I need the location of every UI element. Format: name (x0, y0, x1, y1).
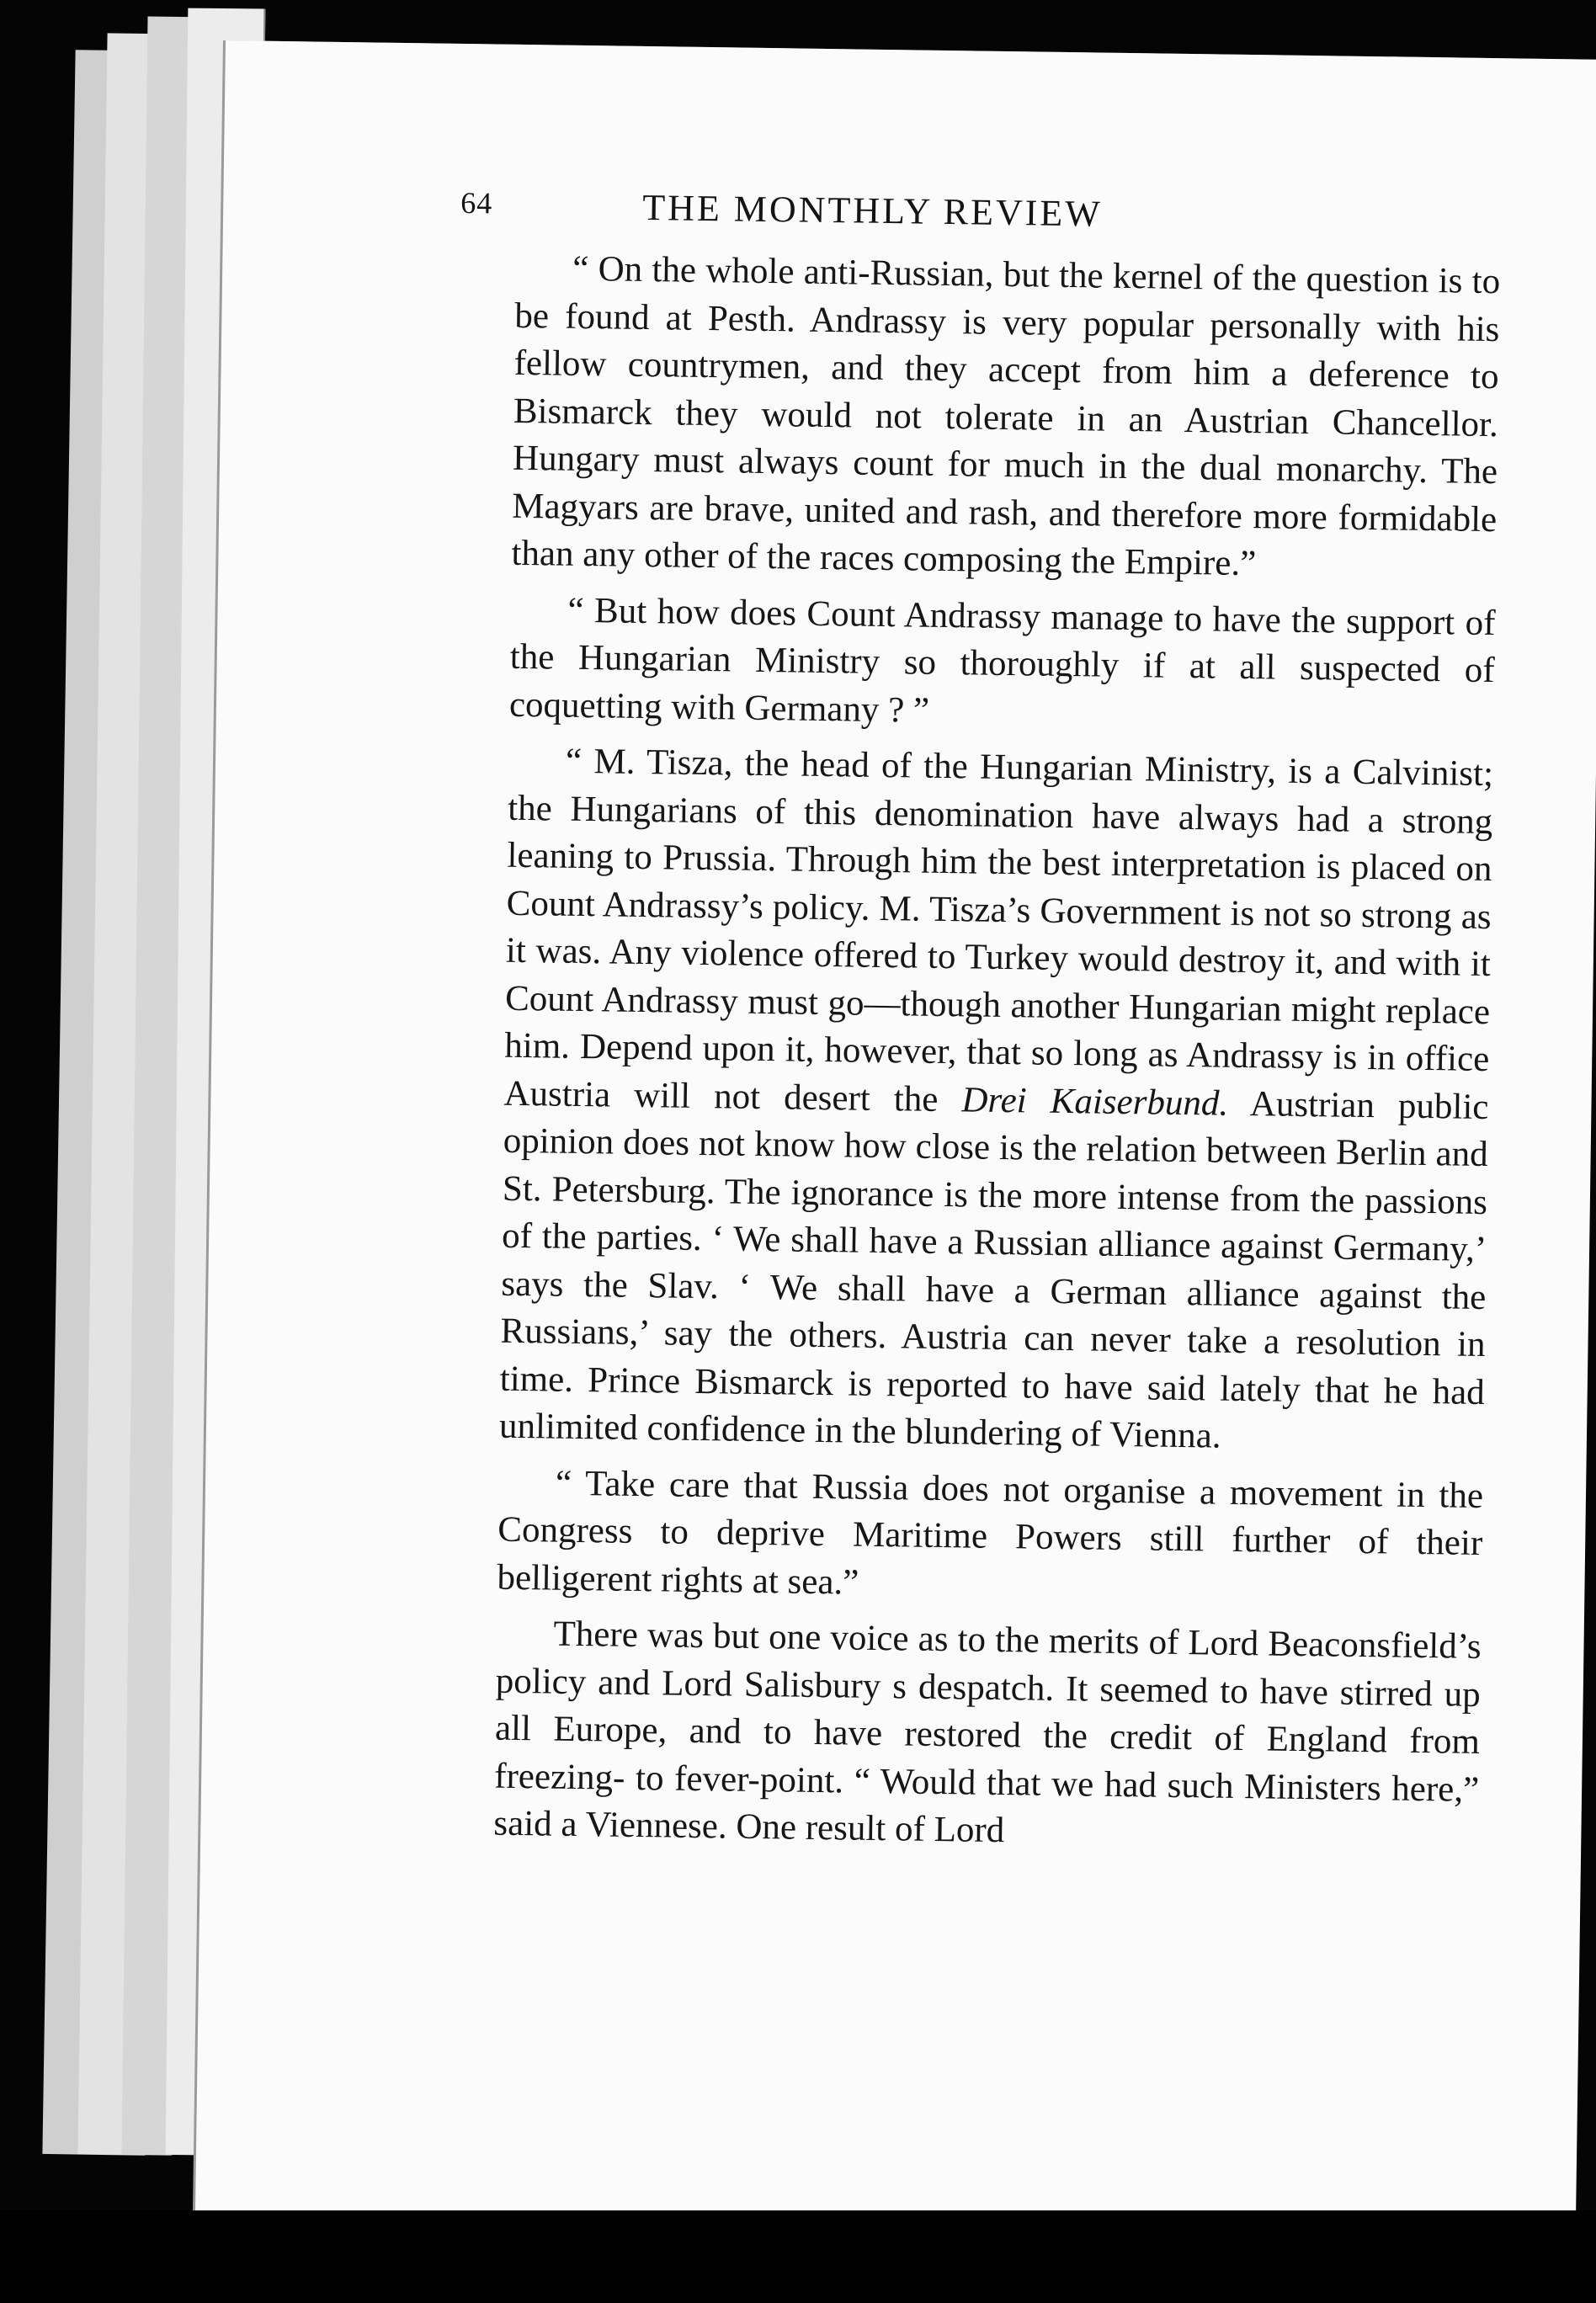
body-text (493, 245, 1500, 1862)
paragraph-3-text-before: “ M. Tisza, the head of the Hungarian Ministry, is a Calvinist; the Hungarians of this denomination have always had a strong leaning to Prussia. Through him the best interpretation is placed on Count Andrassy’s policy. M. Tisza’s Government is not so strong as it was. Any violence offered to Turkey would destroy it, and with it Count Andrassy must go—though another Hungarian might replace him. Depend upon it, however, that so long as Andrassy is in office Austria will not desert the (503, 741, 1494, 1120)
page-number: 64 (460, 185, 493, 221)
journal-title: THE MONTHLY REVIEW (641, 186, 1104, 235)
paragraph-2: “ But how does Count Andrassy manage to have the support of the Hungarian Ministry so thoroughly if at all suspected of coquetting with Germany ? ” (508, 590, 1496, 731)
book-page (195, 40, 1596, 2231)
paragraph-1: “ On the whole anti-Russian, but the kernel of the question is to be found at Pesth. Andrassy is very popular personally with his fellow countrymen, and they accept from him a deference to Bismarck they would not tolerate in an Austrian Chancellor. Hungary must always count for much in the dual monarchy. The Magyars are brave, united and rash, and therefore more formidable than any other of the races composing the Empire.” (511, 248, 1501, 584)
paragraph-3-text-after: Austrian public opinion does not know how close is the relation between Berlin and St. Petersburg. The ignorance is the more intense from the passions of the parties. ‘ We shall have a Russian alliance against Germany,’ says the Slav. ‘ We shall have a German alliance against the Russians,’ say the others. Austria can never take a resolution in time. Prince Bismarck is reported to have said lately that he had unlimited confidence in the blundering of Vienna. (498, 1083, 1489, 1456)
text-block (460, 185, 1502, 1870)
paragraph-4: “ Take care that Russia does not organise a movement in the Congress to deprive Maritime Powers still further of their belligerent rights at sea.” (497, 1463, 1484, 1603)
italic-title: Drei Kaiserbund. (961, 1079, 1229, 1124)
running-head (460, 185, 1502, 250)
scan-shadow (0, 2210, 1596, 2303)
paragraph-5: There was but one voice as to the merits of Lord Beaconsfield’s policy and Lord Salisbury s despatch. It seemed to have stirred up all Europe, and to have restored the credit of England from freezing- to fever-point. “ Would that we had such Ministers here,” said a Viennese. One result of Lord (493, 1614, 1482, 1851)
paragraph-3 (499, 737, 1494, 1465)
